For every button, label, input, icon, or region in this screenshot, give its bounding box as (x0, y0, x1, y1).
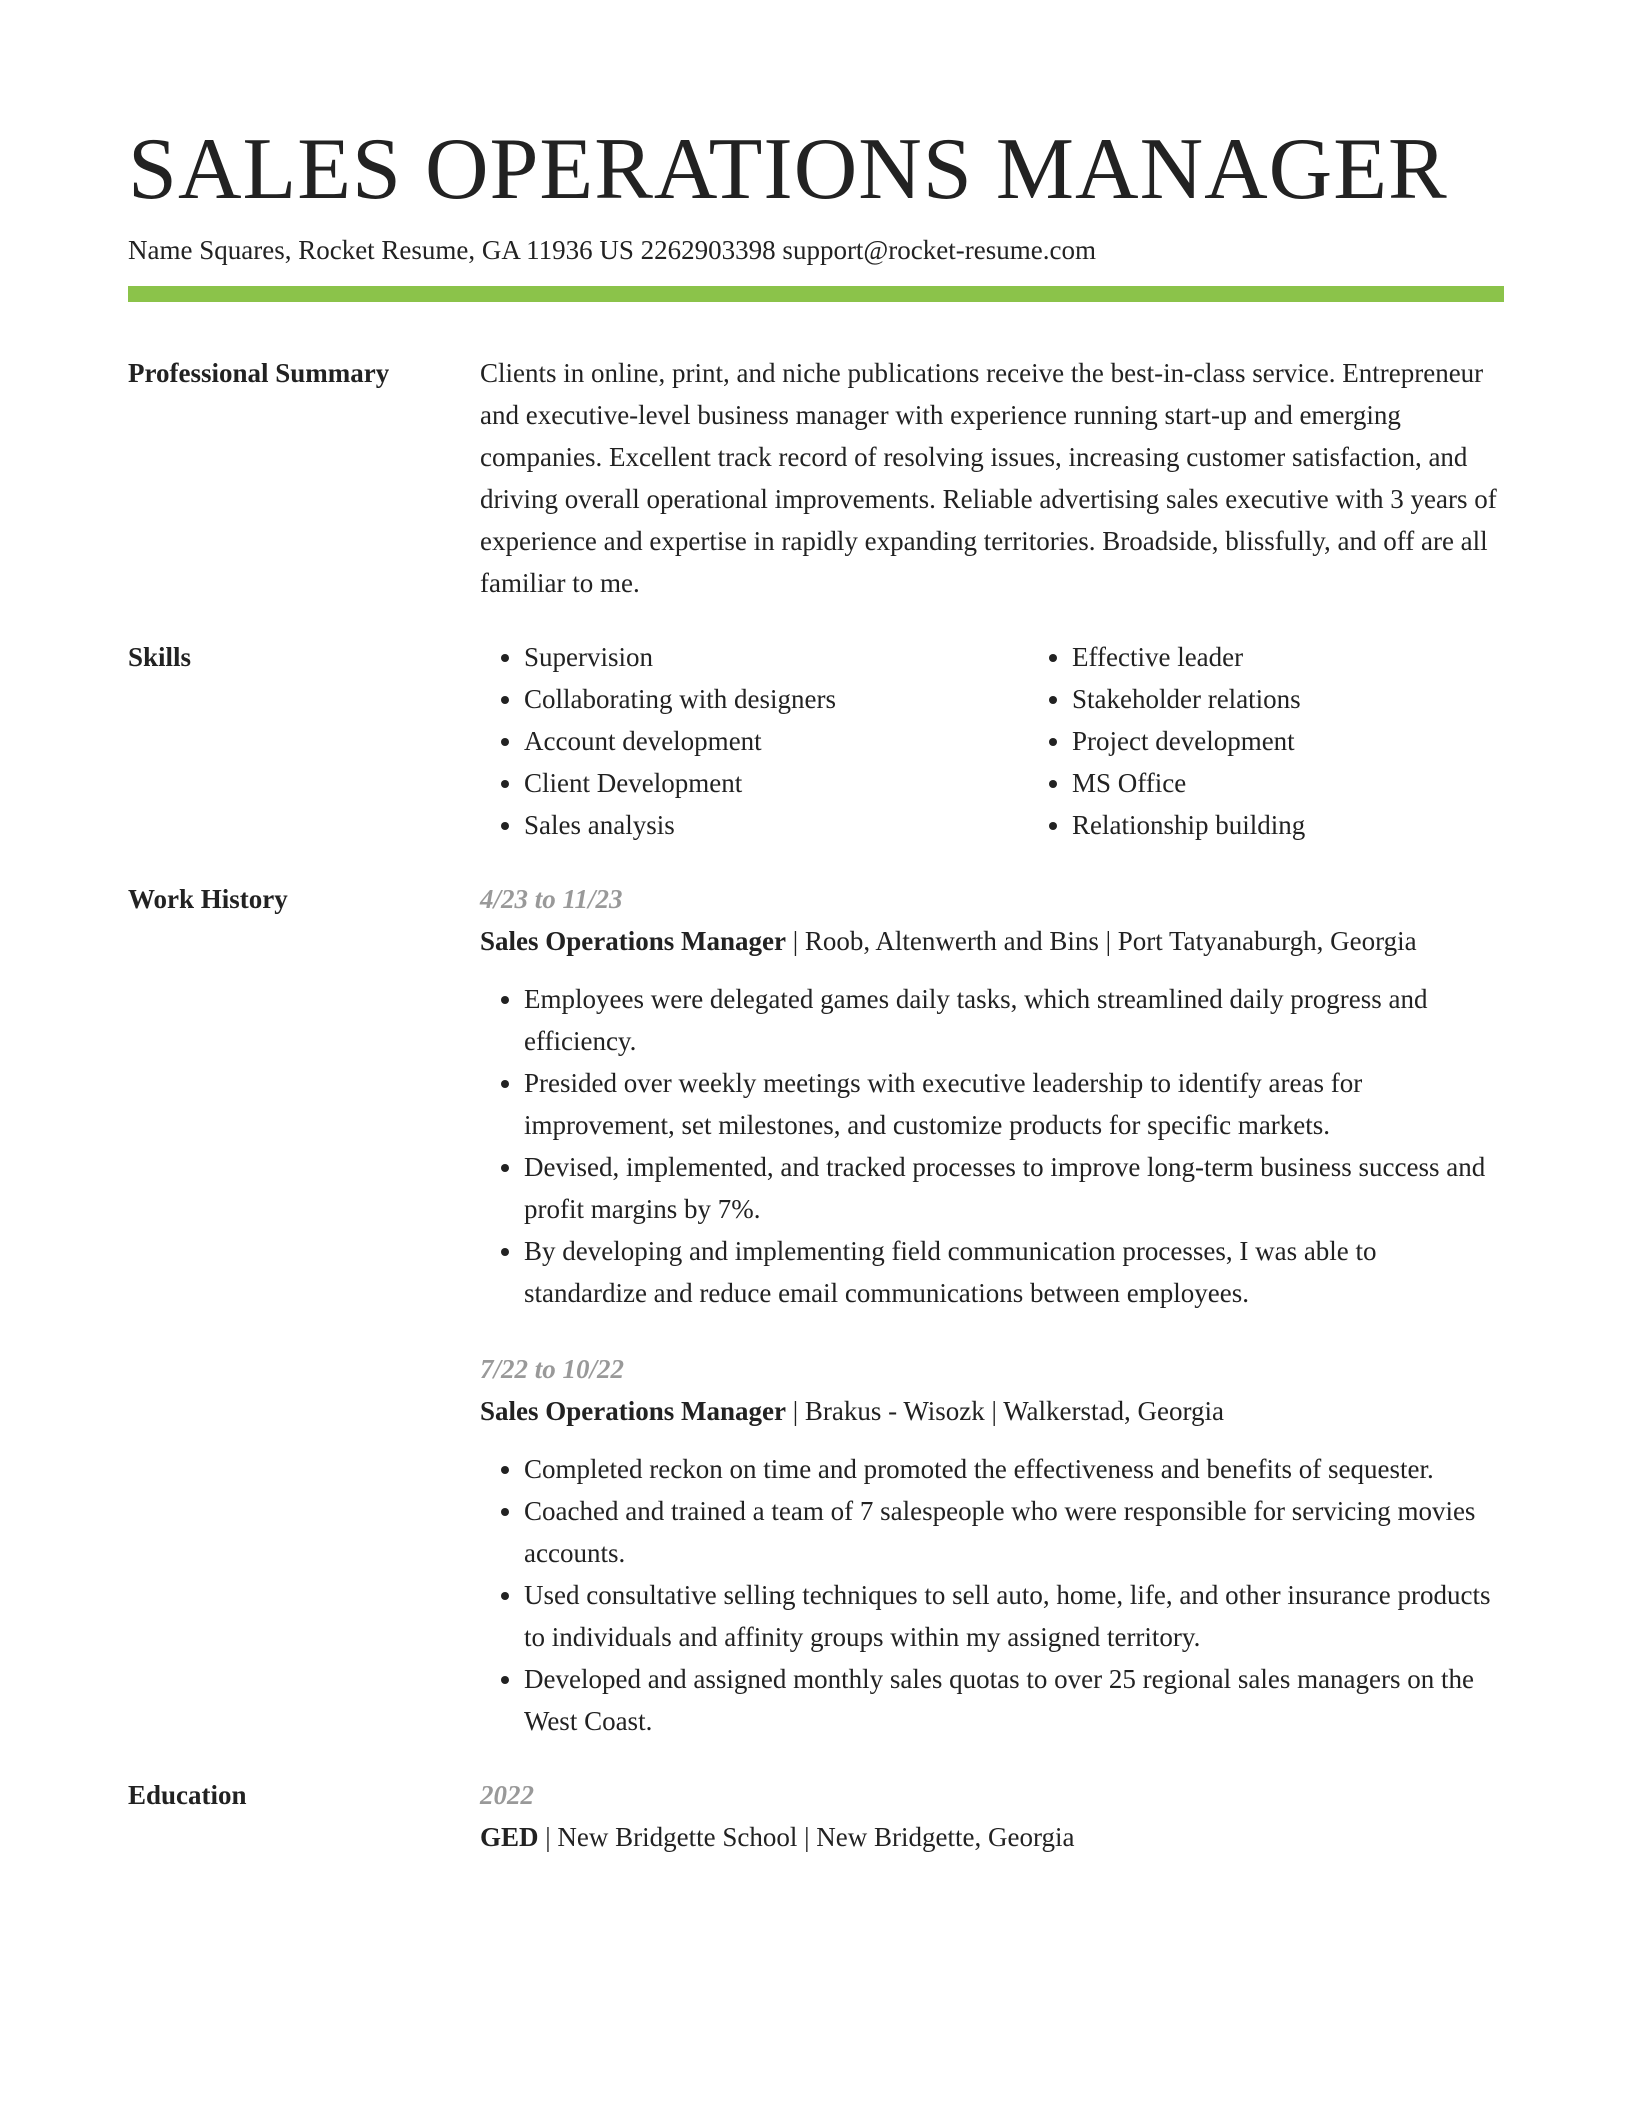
contact-line: Name Squares, Rocket Resume, GA 11936 US 2262903398 support@rocket-resume.com (128, 235, 1096, 265)
education-heading (480, 1816, 1504, 1858)
professional-summary-section (128, 352, 1504, 604)
skill-item: • Stakeholder relations (1072, 678, 1576, 720)
skill-item: • MS Office (1072, 762, 1576, 804)
summary-text: Clients in online, print, and niche publications receive the best-in-class service. Entrepreneur and executive-level business manager with experience running start-up and emerging companies. Excellent track record of resolving issues, increasing customer satisfaction, and driving overall operational improvements. Reliable advertising sales executive with 3 years of experience and expertise in rapidly expanding territories. Broadside, blissfully, and off are all familiar to me. (480, 358, 1497, 598)
skills-column-1 (480, 636, 1028, 846)
education-body (480, 1774, 1504, 1858)
section-label-summary: Professional Summary (128, 358, 390, 388)
section-label-skills: Skills (128, 642, 192, 672)
separator: | (1098, 926, 1118, 956)
separator: | (785, 926, 805, 956)
job-entry (480, 1348, 1504, 1742)
education-degree: GED (480, 1822, 539, 1852)
separator: | (984, 1396, 1004, 1426)
job-dates: 4/23 to 11/23 (480, 884, 623, 914)
section-label-education: Education (128, 1780, 247, 1810)
skill-item: • Relationship building (1072, 804, 1576, 846)
job-company: Roob, Altenwerth and Bins (804, 926, 1099, 956)
job-title: Sales Operations Manager (480, 1396, 786, 1426)
skill-item: • Account development (524, 720, 1028, 762)
job-bullet: • Coached and trained a team of 7 salespeople who were responsible for servicing movies accounts. (524, 1490, 1504, 1574)
accent-divider (128, 286, 1504, 302)
separator: | (538, 1822, 558, 1852)
job-bullets (480, 978, 1504, 1314)
resume-title: SALES OPERATIONS MANAGER (128, 121, 1448, 218)
job-bullet: • Completed reckon on time and promoted the effectiveness and benefits of sequester. (524, 1448, 1504, 1490)
job-dates: 7/22 to 10/22 (480, 1354, 625, 1384)
skill-item: • Collaborating with designers (524, 678, 1028, 720)
job-title: Sales Operations Manager (480, 926, 786, 956)
skill-item: • Supervision (524, 636, 1028, 678)
job-bullet: • Developed and assigned monthly sales quotas to over 25 regional sales managers on the West Coast. (524, 1658, 1504, 1742)
skill-item: • Sales analysis (524, 804, 1028, 846)
job-bullet: • Presided over weekly meetings with executive leadership to identify areas for improvement, set milestones, and customize products for specific markets. (524, 1062, 1504, 1146)
education-year: 2022 (480, 1780, 534, 1810)
skills-grid (480, 636, 1576, 846)
skill-item: • Client Development (524, 762, 1028, 804)
education-location: New Bridgette, Georgia (816, 1822, 1075, 1852)
skills-section (128, 636, 1504, 846)
job-bullet: • Used consultative selling techniques to sell auto, home, life, and other insurance products to individuals and affinity groups within my assigned territory. (524, 1574, 1504, 1658)
job-company: Brakus - Wisozk (804, 1396, 985, 1426)
education-school: New Bridgette School (557, 1822, 798, 1852)
education-section (128, 1774, 1504, 1858)
resume-page (128, 118, 1504, 1858)
separator: | (785, 1396, 805, 1426)
job-bullet: • Devised, implemented, and tracked processes to improve long-term business success and profit margins by 7%. (524, 1146, 1504, 1230)
work-history-section (128, 878, 1504, 1742)
work-history-body (480, 878, 1504, 1742)
skill-item: • Effective leader (1072, 636, 1576, 678)
separator: | (797, 1822, 817, 1852)
job-heading (480, 1390, 1504, 1432)
job-heading (480, 920, 1504, 962)
job-entry (480, 878, 1504, 1314)
skill-item: • Project development (1072, 720, 1576, 762)
job-bullets (480, 1448, 1504, 1742)
job-bullet: • Employees were delegated games daily tasks, which streamlined daily progress and efficiency. (524, 978, 1504, 1062)
section-label-work-history: Work History (128, 884, 288, 914)
job-bullet: • By developing and implementing field communication processes, I was able to standardize and reduce email communications between employees. (524, 1230, 1504, 1314)
skills-column-2 (1028, 636, 1576, 846)
job-location: Port Tatyanaburgh, Georgia (1117, 926, 1417, 956)
job-location: Walkerstad, Georgia (1003, 1396, 1224, 1426)
